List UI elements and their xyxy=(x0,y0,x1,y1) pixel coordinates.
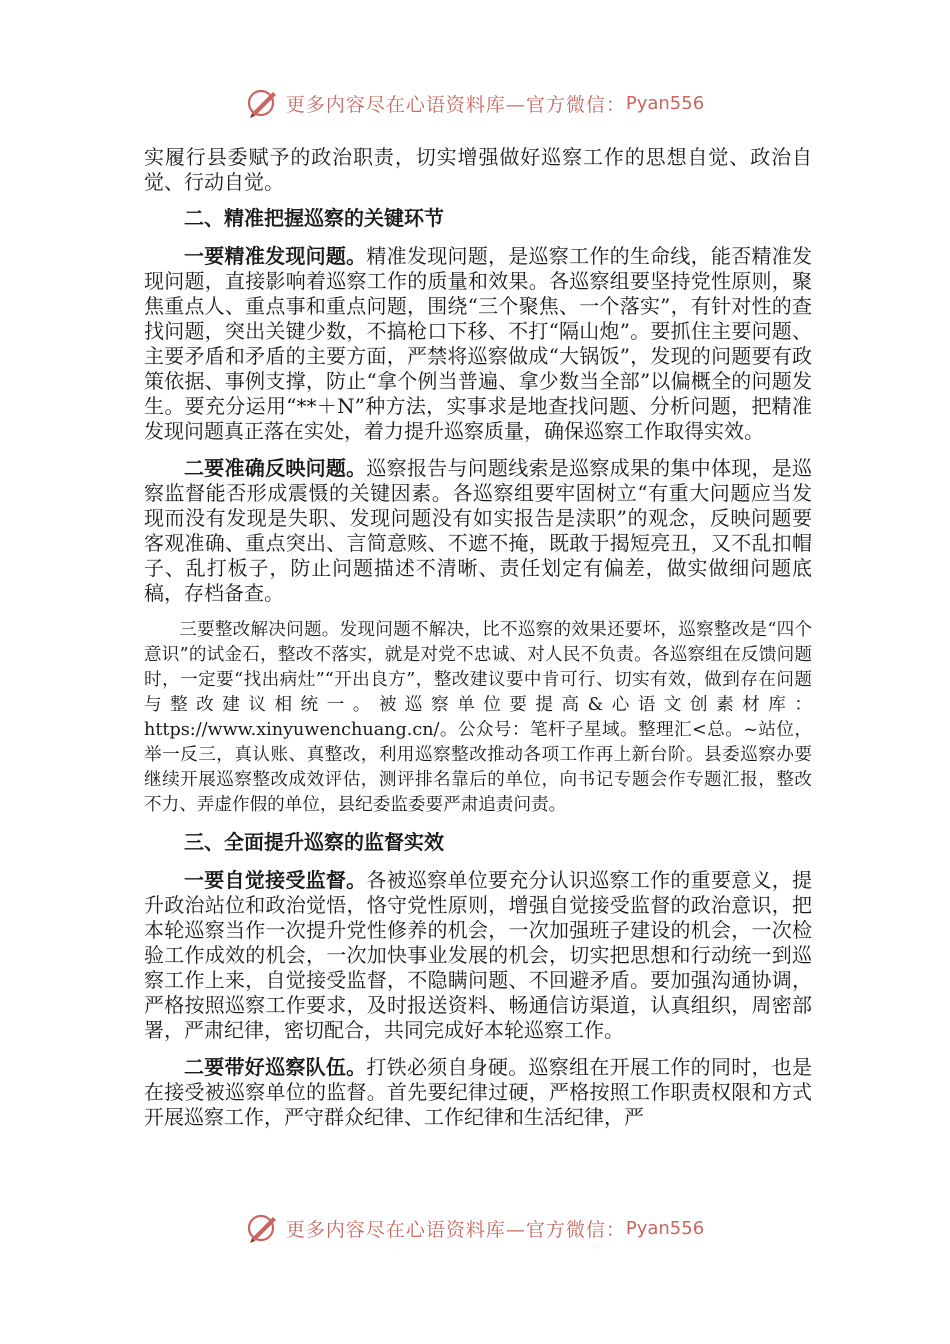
paragraph-1-text: 精准发现问题，是巡察工作的生命线，能否精准发现问题，直接影响着巡察工作的质量和效果。各巡察组要坚持党性原则，聚焦重点人、重点事和重点问题，围绕“三个聚焦、一个落实”，有针对性的查找问题，突出关键少数，不搞枪口下移、不打“隔山炮”。要抓住主要问题、主要矛盾和矛盾的主要方面，严禁将巡察做成“大锅饭”，发现的问题要有政策依据、事例支撑，防止“拿个例当普遍、拿少数当全部”以偏概全的问题发生。要充分运用“**＋N”种方法，实事求是地查找问题、分析问题，把精准发现问题真正落在实处，着力提升巡察质量，确保巡察工作取得实效。 xyxy=(144,244,813,443)
banner-text: 更多内容尽在心语资料库—官方微信： xyxy=(285,1218,626,1241)
paragraph-5-lead: 二要带好巡察队伍。 xyxy=(184,1055,367,1079)
paragraph-3: 三要整改解决问题。发现问题不解决，比不巡察的效果还要坏，巡察整改是“四个意识”的试金石，整改不落实，就是对党不忠诚、对人民不负责。各巡察组在反馈问题时，一定要“找出病灶”“开出良方”，整改建议要中肯可行、切实有效，做到存在问题与整改建议相统一。被巡察单位要提高&心语文创素材库：https://www.xinyuwenchuang.cn/。公众号：笔杆子星域。整理汇<总。~站位，举一反三，真认账、真整改，利用巡察整改推动各项工作再上新台阶。县委巡察办要继续开展巡察整改成效评估，测评排名靠后的单位，向书记专题会作专题汇报，整改不力、弄虚作假的单位，县纪委监委要严肃追责问责。 xyxy=(144,620,812,815)
paragraph-1-lead: 一要精准发现问题。 xyxy=(184,244,367,268)
paragraph-5-text: 打铁必须自身硬。巡察组在开展工作的同时，也是在接受被巡察单位的监督。首先要纪律过硬，严格按照工作职责权限和方式开展巡察工作，严守群众纪律、工作纪律和生活纪律，严 xyxy=(144,1055,813,1129)
paragraph-2 xyxy=(144,456,812,606)
banner-wechat-id: Pyan556 xyxy=(625,92,705,114)
banner-wechat-id: Pyan556 xyxy=(625,1217,705,1239)
paragraph-4-text: 各被巡察单位要充分认识巡察工作的重要意义，提升政治站位和政治觉悟，恪守党性原则，增强自觉接受监督的政治意识，把本轮巡察当作一次提升党性修养的机会，一次加强班子建设的机会，一次检验工作成效的机会，一次加快事业发展的机会，切实把思想和行动统一到巡察工作上来，自觉接受监督，不隐瞒问题、不回避矛盾。要加强沟通协调，严格按照巡察工作要求，及时报送资料、畅通信访渠道，认真组织，周密部署，严肃纪律，密切配合，共同完成好本轮巡察工作。 xyxy=(144,868,813,1042)
document-body xyxy=(144,145,812,1142)
paragraph-2-text: 巡察报告与问题线索是巡察成果的集中体现，是巡察监督能否形成震慑的关键因素。各巡察组要牢固树立“有重大问题应当发现而没有发现是失职、发现问题没有如实报告是渎职”的观念，反映问题要客观准确、重点突出、言简意赅、不遮不掩，既敢于揭短亮丑，又不乱扣帽子、乱打板子，防止问题描述不清晰、责任划定有偏差，做实做细问题底稿，存档备查。 xyxy=(144,456,813,605)
paragraph-2-lead: 二要准确反映问题。 xyxy=(184,456,367,480)
footer-banner xyxy=(0,1208,950,1248)
pen-logo-icon xyxy=(246,86,280,120)
header-banner xyxy=(0,83,950,123)
paragraph-4 xyxy=(144,868,812,1043)
paragraph-5 xyxy=(144,1055,812,1130)
banner-text: 更多内容尽在心语资料库—官方微信： xyxy=(285,93,626,116)
paragraph-1 xyxy=(144,244,812,444)
pen-logo-icon xyxy=(246,1211,280,1245)
paragraph-4-lead: 一要自觉接受监督。 xyxy=(184,868,367,892)
intro-paragraph: 实履行县委赋予的政治职责，切实增强做好巡察工作的思想自觉、政治自觉、行动自觉。 xyxy=(144,145,812,194)
section-heading-2: 二、精准把握巡察的关键环节 xyxy=(184,206,444,230)
section-heading-3: 三、全面提升巡察的监督实效 xyxy=(184,830,444,854)
